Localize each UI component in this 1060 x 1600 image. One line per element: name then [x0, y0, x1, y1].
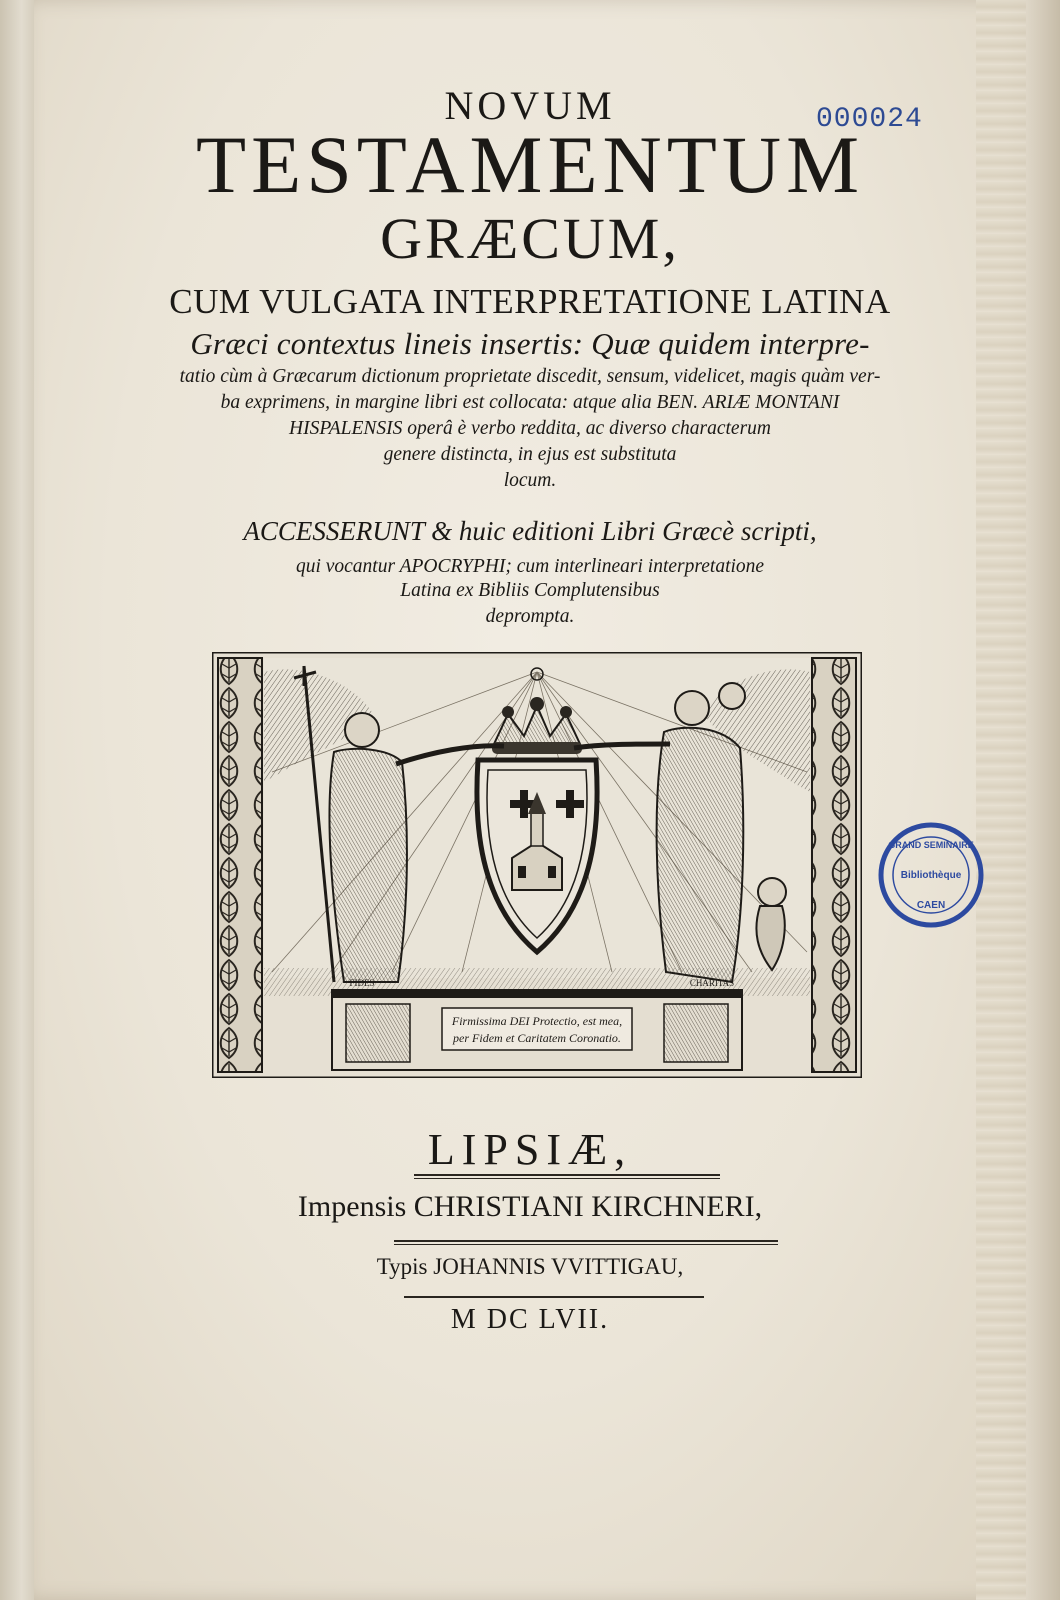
title-testamentum: TESTAMENTUM	[196, 119, 864, 210]
imprint-year: M DC LVII.	[450, 1304, 610, 1335]
description-line: HISPALENSIS operâ è verbo reddita, ac diverso characterum	[289, 418, 771, 439]
title-graecum: GRÆCUM,	[380, 206, 680, 271]
description-line: locum.	[503, 470, 557, 491]
label-charitas: CHARITAS	[689, 978, 735, 988]
rule	[414, 1174, 720, 1176]
motto-line-1: Firmissima DEI Protectio, est mea,	[451, 1014, 623, 1028]
accesserunt-heading: ACCESSERUNT & huic editioni Libri Græcè scripti,	[243, 516, 817, 546]
apocryphi-line: Latina ex Bibliis Complutensibus	[400, 580, 660, 601]
stamp-bottom-text: CAEN	[916, 900, 946, 911]
title-novum: NOVUM	[444, 83, 616, 128]
rule	[394, 1244, 778, 1245]
plinth	[332, 990, 742, 1070]
binding-edge	[0, 0, 36, 1600]
title-page	[34, 0, 1026, 1600]
right-border-ornament	[812, 658, 856, 1072]
rule	[394, 1240, 778, 1242]
description-line: ba exprimens, in margine libri est collocata: atque alia BEN. ARIÆ MONTANI	[220, 392, 840, 413]
apocryphi-line: qui vocantur APOCRYPHI; cum interlineari interpretatione	[295, 556, 765, 577]
description-line: tatio cùm à Græcarum dictionum proprietate discedit, sensum, videlicet, magis quàm ver-	[179, 366, 881, 387]
imprint-publisher: Impensis CHRISTIANI KIRCHNERI,	[297, 1190, 763, 1223]
imprint-printer: Typis JOHANNIS VVITTIGAU,	[376, 1254, 684, 1279]
apocryphi-line: deprompta.	[485, 606, 575, 627]
stamp-top-text: GRAND SEMINAIRE	[888, 840, 974, 850]
label-fides: FIDES	[349, 978, 375, 988]
subtitle-graeci: Græci contextus lineis insertis: Quæ quidem interpre-	[190, 326, 870, 361]
subtitle-cum-vulgata: CUM VULGATA INTERPRETATIONE LATINA	[169, 282, 891, 321]
rule	[404, 1296, 704, 1298]
imprint-place: LIPSIÆ,	[427, 1125, 633, 1174]
inventory-number: 000024	[816, 104, 923, 135]
rule	[414, 1178, 720, 1179]
library-stamp	[876, 820, 986, 930]
stamp-middle-text: Bibliothèque	[900, 870, 962, 881]
description-line: genere distincta, in ejus est substituta	[383, 444, 677, 465]
left-border-ornament	[218, 658, 262, 1072]
engraving-illustration	[212, 652, 862, 1078]
motto-line-2: per Fidem et Caritatem Coronatio.	[453, 1031, 621, 1045]
